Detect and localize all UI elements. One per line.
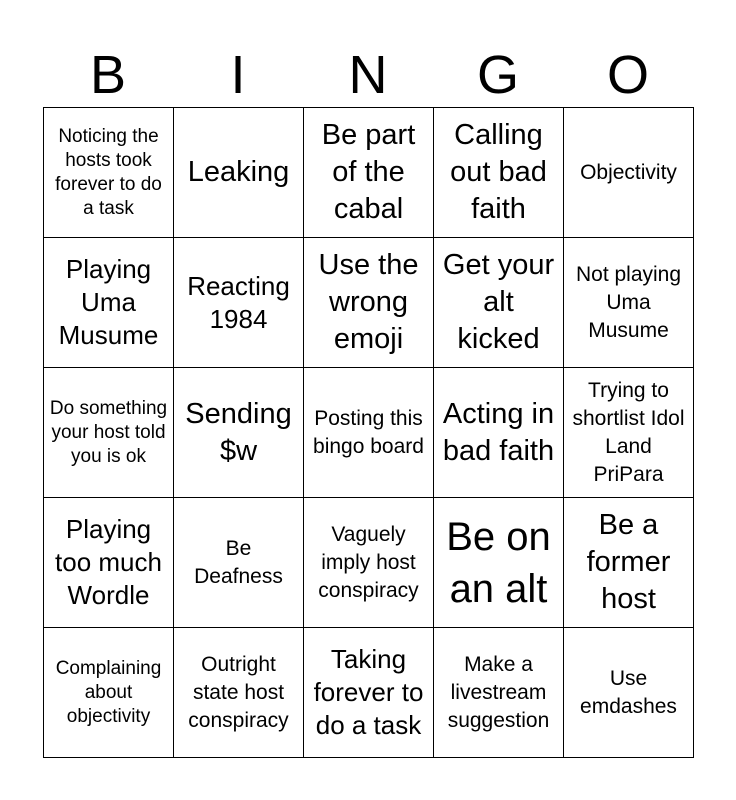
- cell-text: Trying to shortlist Idol Land PriPara: [572, 378, 685, 486]
- cell-text: Calling out bad faith: [450, 119, 547, 225]
- bingo-cell[interactable]: [44, 368, 174, 498]
- bingo-cell[interactable]: [434, 628, 564, 758]
- bingo-cell[interactable]: [44, 628, 174, 758]
- cell-text: Objectivity: [580, 160, 677, 184]
- bingo-cell[interactable]: [174, 368, 304, 498]
- cell-text: Be on an alt: [446, 514, 551, 611]
- cell-text: Noticing the hosts took forever to do a task: [55, 125, 162, 219]
- cell-text: Not playing Uma Musume: [575, 262, 682, 342]
- cell-text: Playing Uma Musume: [58, 254, 159, 350]
- cell-text: Make a livestream suggestion: [447, 652, 550, 732]
- cell-text: Playing too much Wordle: [55, 514, 162, 610]
- cell-text: Get your alt kicked: [442, 249, 555, 355]
- bingo-cell[interactable]: [564, 108, 694, 238]
- bingo-header: [43, 44, 693, 106]
- bingo-cell[interactable]: [304, 238, 434, 368]
- bingo-cell[interactable]: [304, 368, 434, 498]
- header-letter-n: N: [348, 45, 388, 105]
- header-letter-b: B: [89, 45, 127, 105]
- cell-text: Complaining about objectivity: [55, 657, 162, 727]
- cell-text: Use emdashes: [580, 666, 677, 718]
- bingo-cell[interactable]: [304, 628, 434, 758]
- cell-text: Leaking: [187, 156, 290, 188]
- bingo-cell[interactable]: [174, 238, 304, 368]
- bingo-cell[interactable]: [174, 498, 304, 628]
- bingo-cell[interactable]: [434, 238, 564, 368]
- header-letter-g: G: [476, 45, 519, 105]
- bingo-cell[interactable]: [564, 628, 694, 758]
- cell-text: Be part of the cabal: [321, 119, 416, 225]
- cell-text: Taking forever to do a task: [313, 644, 424, 740]
- bingo-cell[interactable]: [44, 238, 174, 368]
- cell-text: Reacting 1984: [187, 270, 290, 334]
- cell-text: Do something your host told you is ok: [49, 397, 168, 467]
- bingo-board: [43, 107, 694, 758]
- cell-text: Sending $w: [185, 397, 292, 467]
- bingo-cell[interactable]: [174, 108, 304, 238]
- cell-text: Be a former host: [586, 509, 671, 615]
- cell-text: Use the wrong emoji: [318, 249, 419, 355]
- cell-text: Acting in bad faith: [442, 397, 555, 467]
- bingo-cell[interactable]: [44, 498, 174, 628]
- bingo-cell[interactable]: [564, 368, 694, 498]
- bingo-cell[interactable]: [434, 368, 564, 498]
- bingo-cell[interactable]: [434, 108, 564, 238]
- bingo-cell[interactable]: [304, 498, 434, 628]
- bingo-cell[interactable]: [564, 498, 694, 628]
- bingo-cell[interactable]: [304, 108, 434, 238]
- bingo-cell[interactable]: [434, 498, 564, 628]
- bingo-cell[interactable]: [44, 108, 174, 238]
- cell-text: Outright state host conspiracy: [188, 652, 289, 732]
- cell-text: Posting this bingo board: [313, 406, 424, 458]
- cell-text: Be Deafness: [194, 536, 283, 588]
- header-letter-i: I: [230, 45, 246, 105]
- cell-text: Vaguely imply host conspiracy: [318, 522, 419, 602]
- bingo-cell[interactable]: [564, 238, 694, 368]
- bingo-cell[interactable]: [174, 628, 304, 758]
- header-letter-o: O: [606, 45, 649, 105]
